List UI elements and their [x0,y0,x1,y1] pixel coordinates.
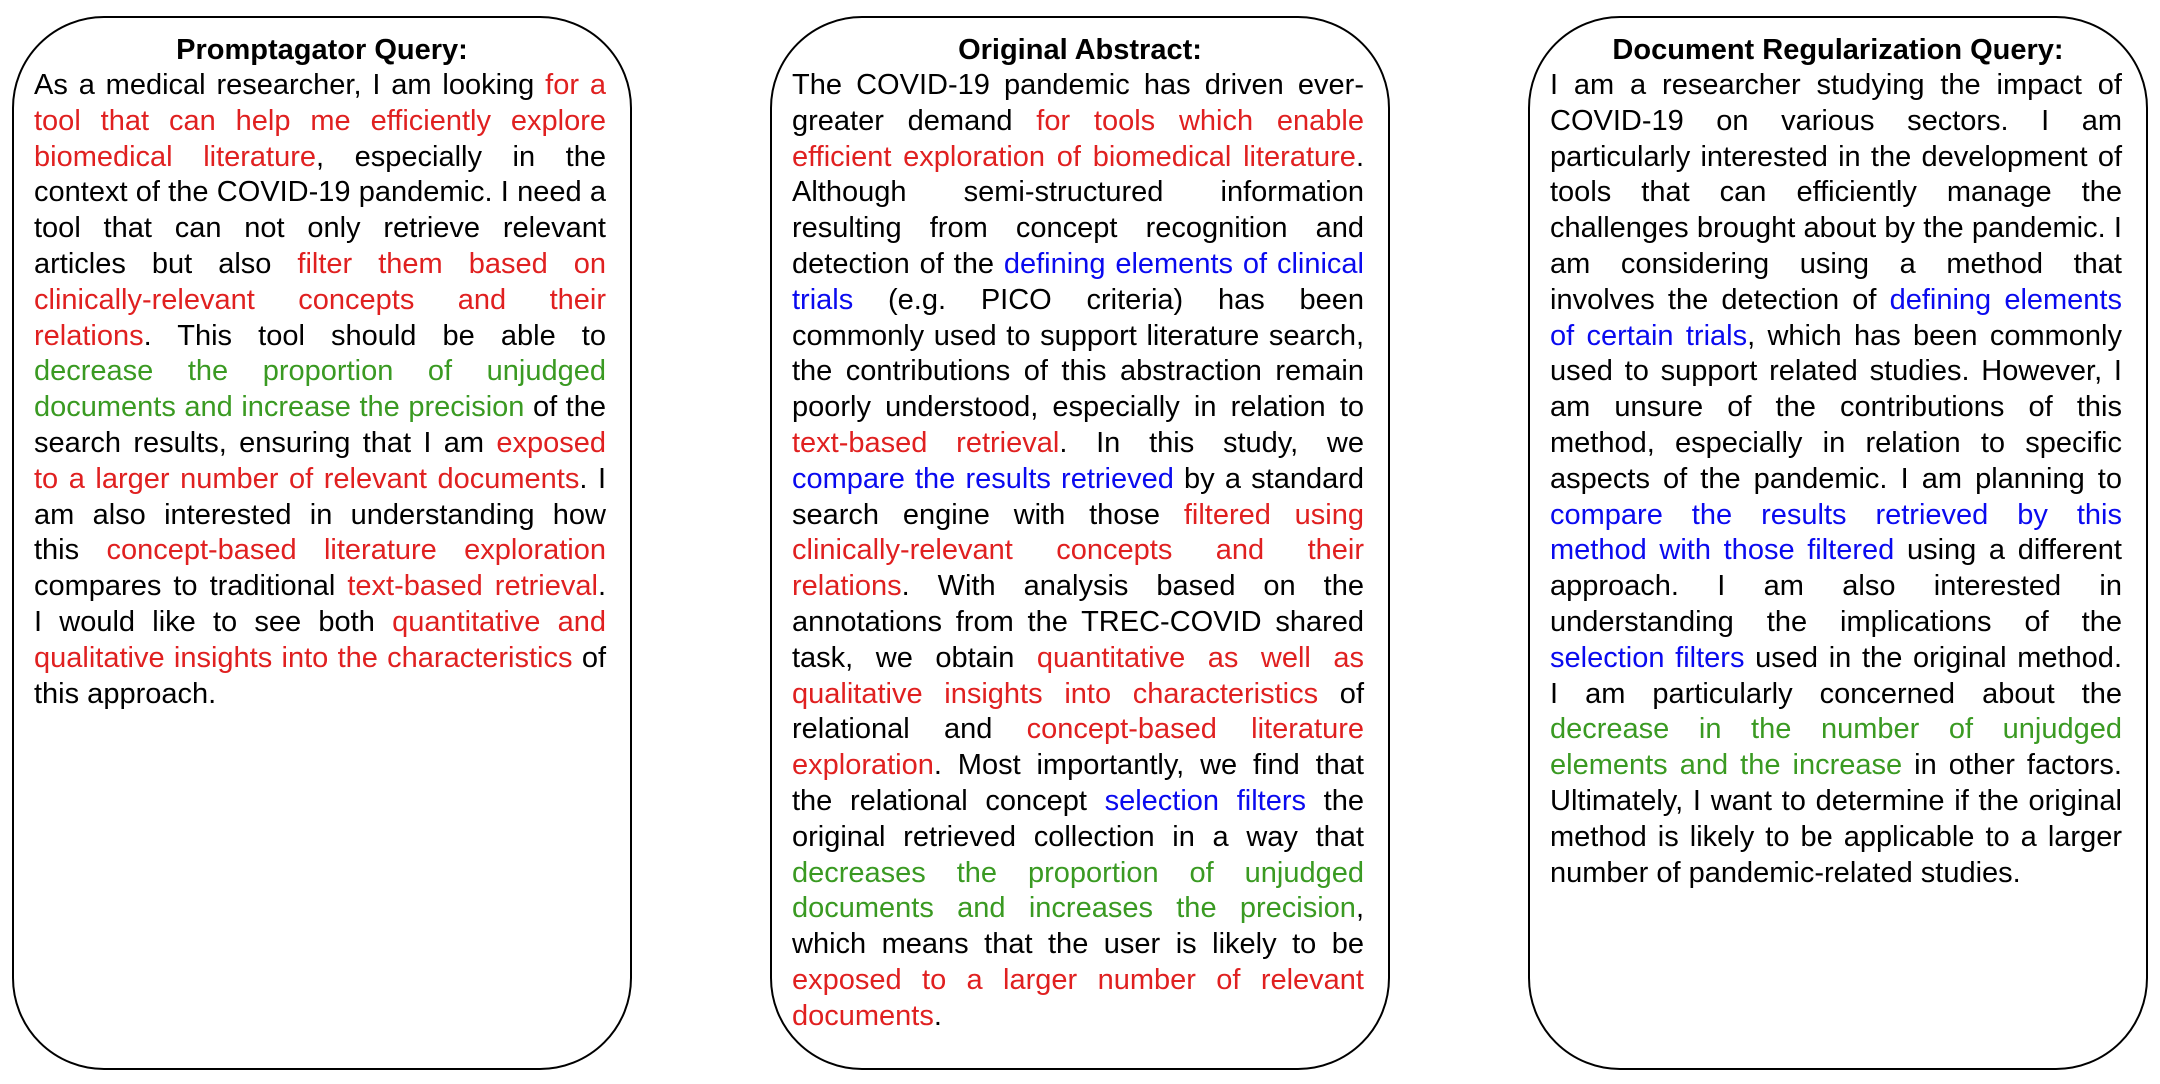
text-segment-blue: compare the results retrieved by this method with those filtered [1550,498,2122,567]
text-segment-black: . Although semi-structured information resulting from concept recognition and detection of the [792,140,1364,280]
text-segment-blue: defining elements of certain trials [1550,283,2122,352]
promptagator-query-panel [12,16,632,1070]
text-segment-black: . I would like to see both [34,570,606,638]
text-segment-blue: selection filters [1104,784,1307,817]
panel-title: Document Regularization Query: [1612,34,2064,66]
text-segment-blue: compare the results retrieved [792,462,1174,495]
panel-title: Promptagator Query: [176,34,468,66]
original-abstract-panel [770,16,1390,1070]
document-regularization-query-panel [1528,16,2148,1070]
text-segment-black: , especially in the context of the COVID-19 pandemic. I need a tool that can not only retrieve relevant articles but also [34,140,606,280]
text-segment-black: As a medical researcher, I am looking [34,69,546,101]
text-segment-red: filter them based on clinically-relevant concepts and their relations [34,247,606,352]
text-segment-black: compares to traditional [34,570,348,603]
text-segment-red: concept-based literature exploration [792,713,1364,782]
text-segment-red: quantitative and qualitative insights into the characteristics [34,605,606,674]
text-segment-black: (e.g. PICO criteria) has been commonly used to support literature search, the contributions of this abstraction remain poorly understood, especially in relation to [792,283,1364,424]
text-segment-red: concept-based literature exploration [106,534,606,567]
text-segment-red: for tools which enable efficient exploration of biomedical literature [792,104,1364,173]
text-segment-black: The COVID-19 pandemic has driven ever-greater demand [792,69,1364,137]
text-segment-red: text-based retrieval [347,570,598,603]
panel-body [34,68,606,712]
text-segment-red: text-based retrieval [792,426,1060,459]
text-segment-red: exposed to a larger number of relevant documents [792,963,1364,1032]
text-segment-green: decrease in the number of unjudged elements and the increase [1550,713,2122,782]
panel-title: Original Abstract: [958,34,1202,66]
text-segment-black: . [933,999,942,1032]
text-segment-black: in other factors. Ultimately, I want to determine if the original method is likely to be applicable to a larger number of pandemic-related studies. [1550,749,2122,889]
text-segment-black: . With analysis based on the annotations from the TREC-COVID shared task, we obtain [792,570,1364,674]
text-segment-black: used in the original method. I am particularly concerned about the [1550,641,2122,710]
text-segment-black: I am a researcher studying the impact of COVID-19 on various sectors. I am particularly interested in the development of tools that can efficiently manage the challenges brought about by the pandemic. I am considering using a method that involves the detection of [1550,69,2122,316]
text-segment-black: . This tool should be able to [143,319,606,352]
text-segment-green: decreases the proportion of unjudged documents and increases the precision [792,856,1364,925]
text-segment-red: quantitative as well as qualitative insights into characteristics [792,641,1364,710]
text-segment-blue: selection filters [1550,641,1745,674]
text-segment-red: exposed to a larger number of relevant documents [34,426,606,495]
text-segment-black: by a standard search engine with those [792,462,1364,531]
text-segment-black: , which has been commonly used to support related studies. However, I am unsure of the contributions of this method, especially in relation to specific aspects of the pandemic. I am planning to [1550,319,2123,495]
text-segment-green: decrease the proportion of unjudged documents and increase the precision [34,355,606,424]
text-segment-red: for a tool that can help me efficiently explore biomedical literature [34,69,606,173]
text-segment-blue: defining elements of clinical trials [792,247,1364,316]
text-segment-black: . In this study, we [1059,426,1364,459]
text-segment-black: using a different approach. I am also interested in understanding the implications of the [1550,534,2122,638]
text-segment-black: the original retrieved collection in a way that [792,784,1364,853]
text-segment-black: , which means that the user is likely to be [792,892,1364,961]
text-segment-black: . I am also interested in understanding how this [34,462,606,567]
text-segment-black: . Most importantly, we find that the relational concept [792,749,1364,817]
text-segment-red: filtered using clinically-relevant concepts and their relations [792,498,1364,603]
text-segment-black: of relational and [792,677,1364,746]
panel-body [792,68,1364,1035]
text-segment-black: of the search results, ensuring that I am [34,391,606,459]
panel-body [1550,68,2122,891]
text-segment-black: of this approach. [34,641,606,710]
